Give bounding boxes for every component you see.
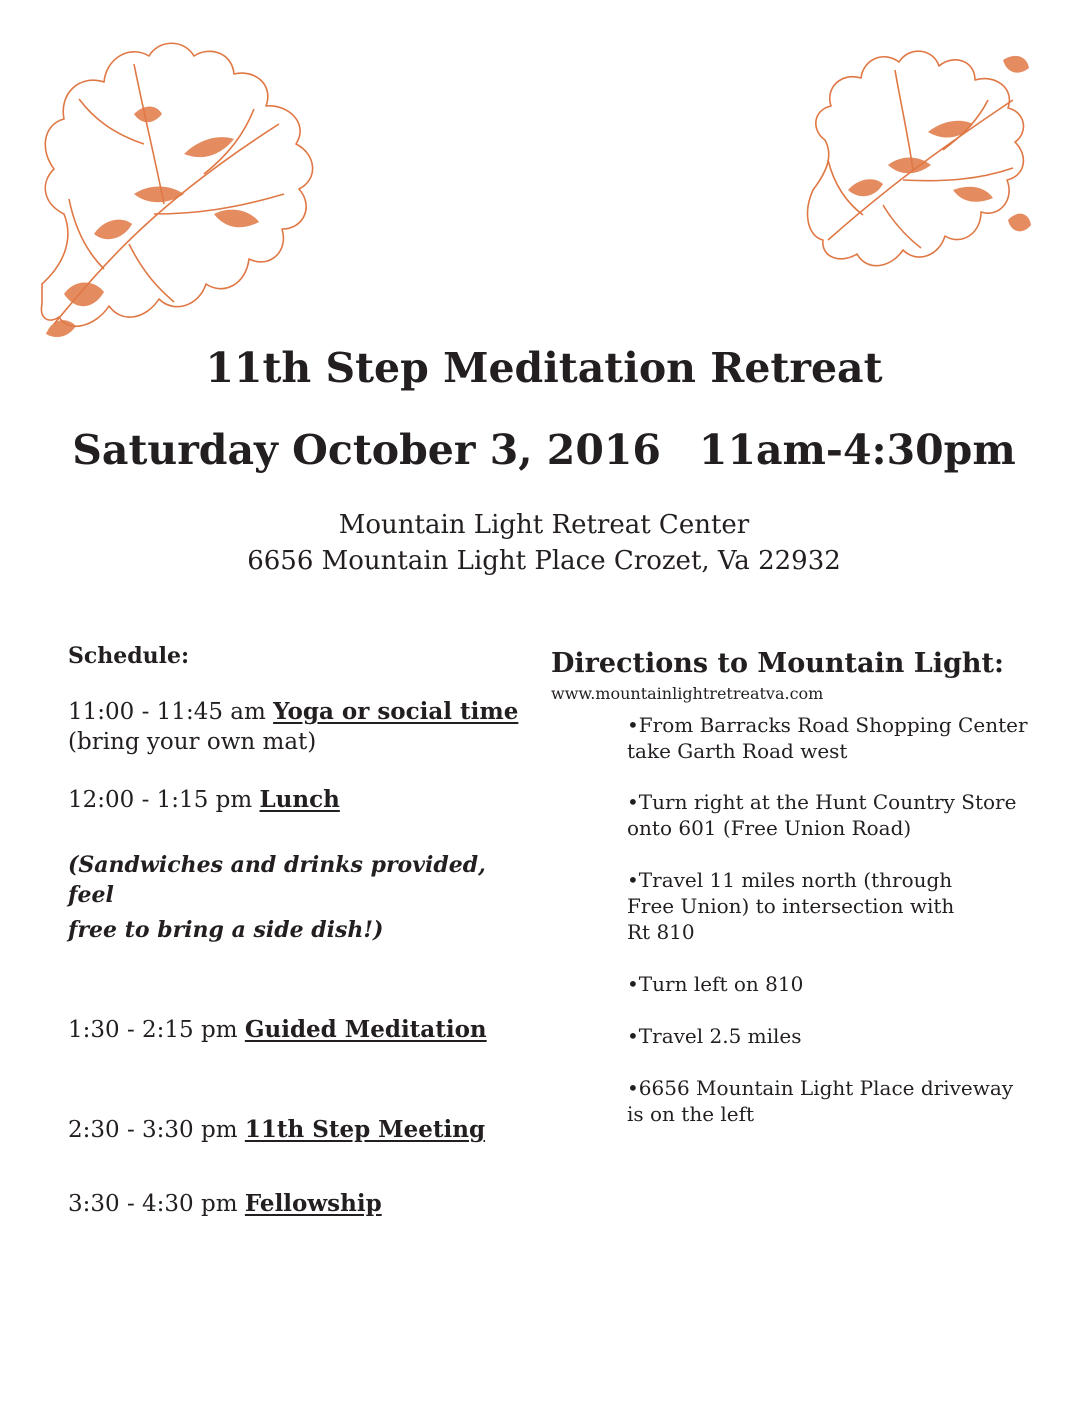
direction-step-line: •Travel 2.5 miles <box>627 1024 802 1048</box>
schedule-activity: Yoga or social time <box>273 698 519 725</box>
directions-heading: Directions to Mountain Light: <box>551 648 1004 679</box>
direction-step-line: is on the left <box>627 1102 755 1126</box>
schedule-time: 3:30 - 4:30 pm <box>68 1191 238 1217</box>
event-date: Saturday October 3, 2016 <box>72 426 661 474</box>
direction-step-line: •From Barracks Road Shopping Center <box>627 713 1028 737</box>
direction-step <box>627 1075 1047 1127</box>
schedule-item-fellowship <box>68 1189 538 1219</box>
schedule-heading: Schedule: <box>68 643 190 669</box>
schedule-activity: Fellowship <box>244 1190 382 1217</box>
event-date-time <box>0 426 1088 474</box>
schedule-time: 12:00 - 1:15 pm <box>68 787 253 813</box>
direction-step-line: Free Union) to intersection with <box>627 894 955 918</box>
event-time: 11am-4:30pm <box>698 426 1016 474</box>
schedule-item-lunch <box>68 785 538 815</box>
direction-step <box>627 867 1047 945</box>
schedule-time: 1:30 - 2:15 pm <box>68 1017 238 1043</box>
direction-step-line: •6656 Mountain Light Place driveway <box>627 1076 1014 1100</box>
schedule-activity: Lunch <box>259 786 340 813</box>
schedule-activity: 11th Step Meeting <box>244 1116 486 1143</box>
direction-step <box>627 712 1047 764</box>
direction-step-line: take Garth Road west <box>627 739 848 763</box>
lunch-note-line-2: free to bring a side dish!) <box>68 917 384 943</box>
schedule-activity: Guided Meditation <box>244 1016 487 1043</box>
lunch-note-line-1: (Sandwiches and drinks provided, feel <box>68 852 486 908</box>
page-title: 11th Step Meditation Retreat <box>205 344 883 392</box>
direction-step-line: •Turn left on 810 <box>627 972 804 996</box>
directions-url-link[interactable]: www.mountainlightretreatva.com <box>551 684 824 703</box>
schedule-time: 2:30 - 3:30 pm <box>68 1117 238 1143</box>
direction-step-line: Rt 810 <box>627 920 695 944</box>
direction-step-line: •Travel 11 miles north (through <box>627 868 953 892</box>
schedule-item-meeting <box>68 1115 538 1145</box>
schedule-time: 11:00 - 11:45 am <box>68 699 266 725</box>
maple-leaf-right-icon <box>803 40 1031 290</box>
direction-step-line: •Turn right at the Hunt Country Store <box>627 790 1017 814</box>
schedule-item-yoga-note: (bring your own mat) <box>68 729 317 755</box>
schedule-item-yoga <box>68 697 538 727</box>
direction-step <box>627 971 1047 997</box>
schedule-item-meditation <box>68 1015 538 1045</box>
maple-leaf-left-icon <box>34 34 319 340</box>
venue-address: 6656 Mountain Light Place Crozet, Va 22932 <box>247 546 841 576</box>
venue-name: Mountain Light Retreat Center <box>338 510 750 540</box>
direction-step <box>627 1023 1047 1049</box>
direction-step <box>627 789 1047 841</box>
direction-step-line: onto 601 (Free Union Road) <box>627 816 912 840</box>
directions-list <box>627 712 1047 1127</box>
